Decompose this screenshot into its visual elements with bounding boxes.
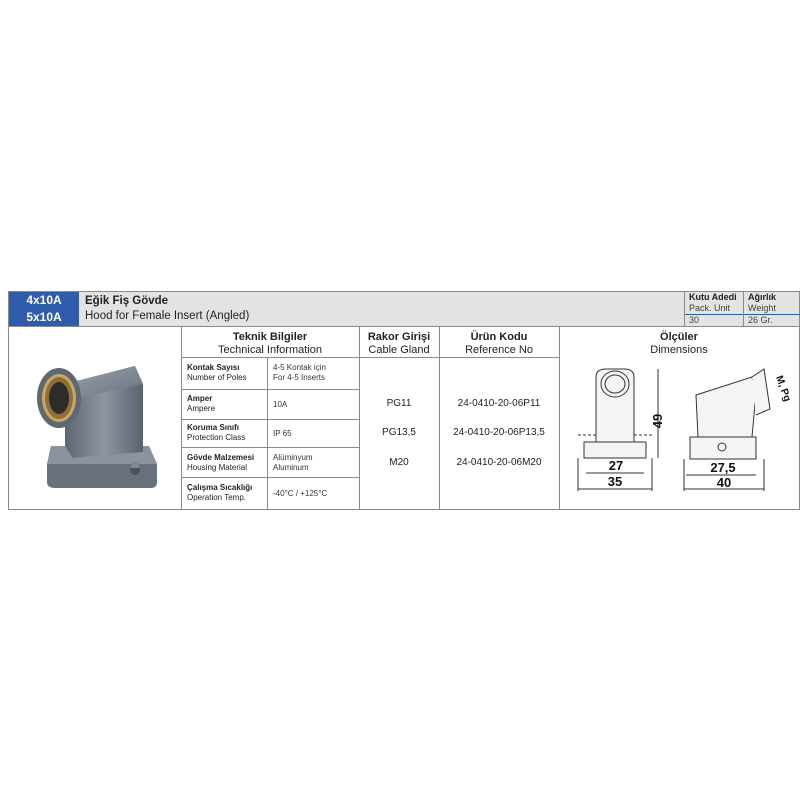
weight [743,292,800,326]
pack-unit [684,292,743,326]
spec-value-protection: IP 65 [273,429,292,438]
gland-pg11: PG11 [386,398,412,409]
reference-p11: 24-0410-20-06P11 [457,398,541,409]
product-title [85,294,249,324]
spec-table [181,327,799,510]
product-codes [9,292,79,326]
header-band [9,292,799,327]
gland-m20: M20 [389,457,409,468]
code-5x10a: 5x10A [26,310,62,324]
spec-value-temperature: -40°C / +125°C [273,489,328,498]
col-reference: Ürün Kodu Reference No [465,331,533,356]
dim-side-outer: 40 [716,475,732,490]
spec-value-poles: 4-5 Kontak için For 4-5 Inserts [273,363,326,382]
dim-thread: M, Pg [773,374,793,404]
pack-value: 30 [689,315,700,325]
spec-value-material: Alüminyum Aluminum [273,453,313,472]
spec-label-material: Gövde Malzemesi Housing Material [187,453,255,472]
weight-value: 26 Gr. [748,315,773,325]
weight-label-en: Weight [744,303,800,315]
hood-photo [25,354,165,494]
col-cable-gland: Rakor Girişi Cable Gland [367,331,431,356]
spec-label-protection: Koruma Sınıfı Protection Class [187,423,246,442]
pack-label-tr: Kutu Adedi [689,292,737,302]
title-english: Hood for Female Insert (Angled) [85,310,250,322]
col-dimensions: Ölçüler Dimensions [650,331,708,356]
title-turkish: Eğik Fiş Gövde [85,295,169,307]
spec-label-poles: Kontak Sayısı Number of Poles [187,363,247,382]
spec-value-ampere: 10A [273,400,288,409]
gland-pg13-5: PG13,5 [382,427,416,438]
dim-height: 49 [650,413,665,429]
dim-inner-width: 27 [608,458,624,473]
dimension-drawing [566,357,796,507]
spec-label-ampere: Amper Ampere [187,394,216,413]
reference-p13-5: 24-0410-20-06P13,5 [453,427,545,438]
dim-side-inner: 27,5 [710,460,736,475]
product-sheet [8,291,800,510]
pack-label-en: Pack. Unit [685,303,743,315]
code-4x10a: 4x10A [26,293,62,307]
col-tech-info: Teknik Bilgiler Technical Information [218,331,322,356]
reference-m20: 24-0410-20-06M20 [456,457,542,468]
spec-label-temperature: Çalışma Sıcaklığı Operation Temp. [187,483,253,502]
weight-label-tr: Ağırlık [748,292,777,302]
dim-outer-width: 35 [607,474,623,489]
